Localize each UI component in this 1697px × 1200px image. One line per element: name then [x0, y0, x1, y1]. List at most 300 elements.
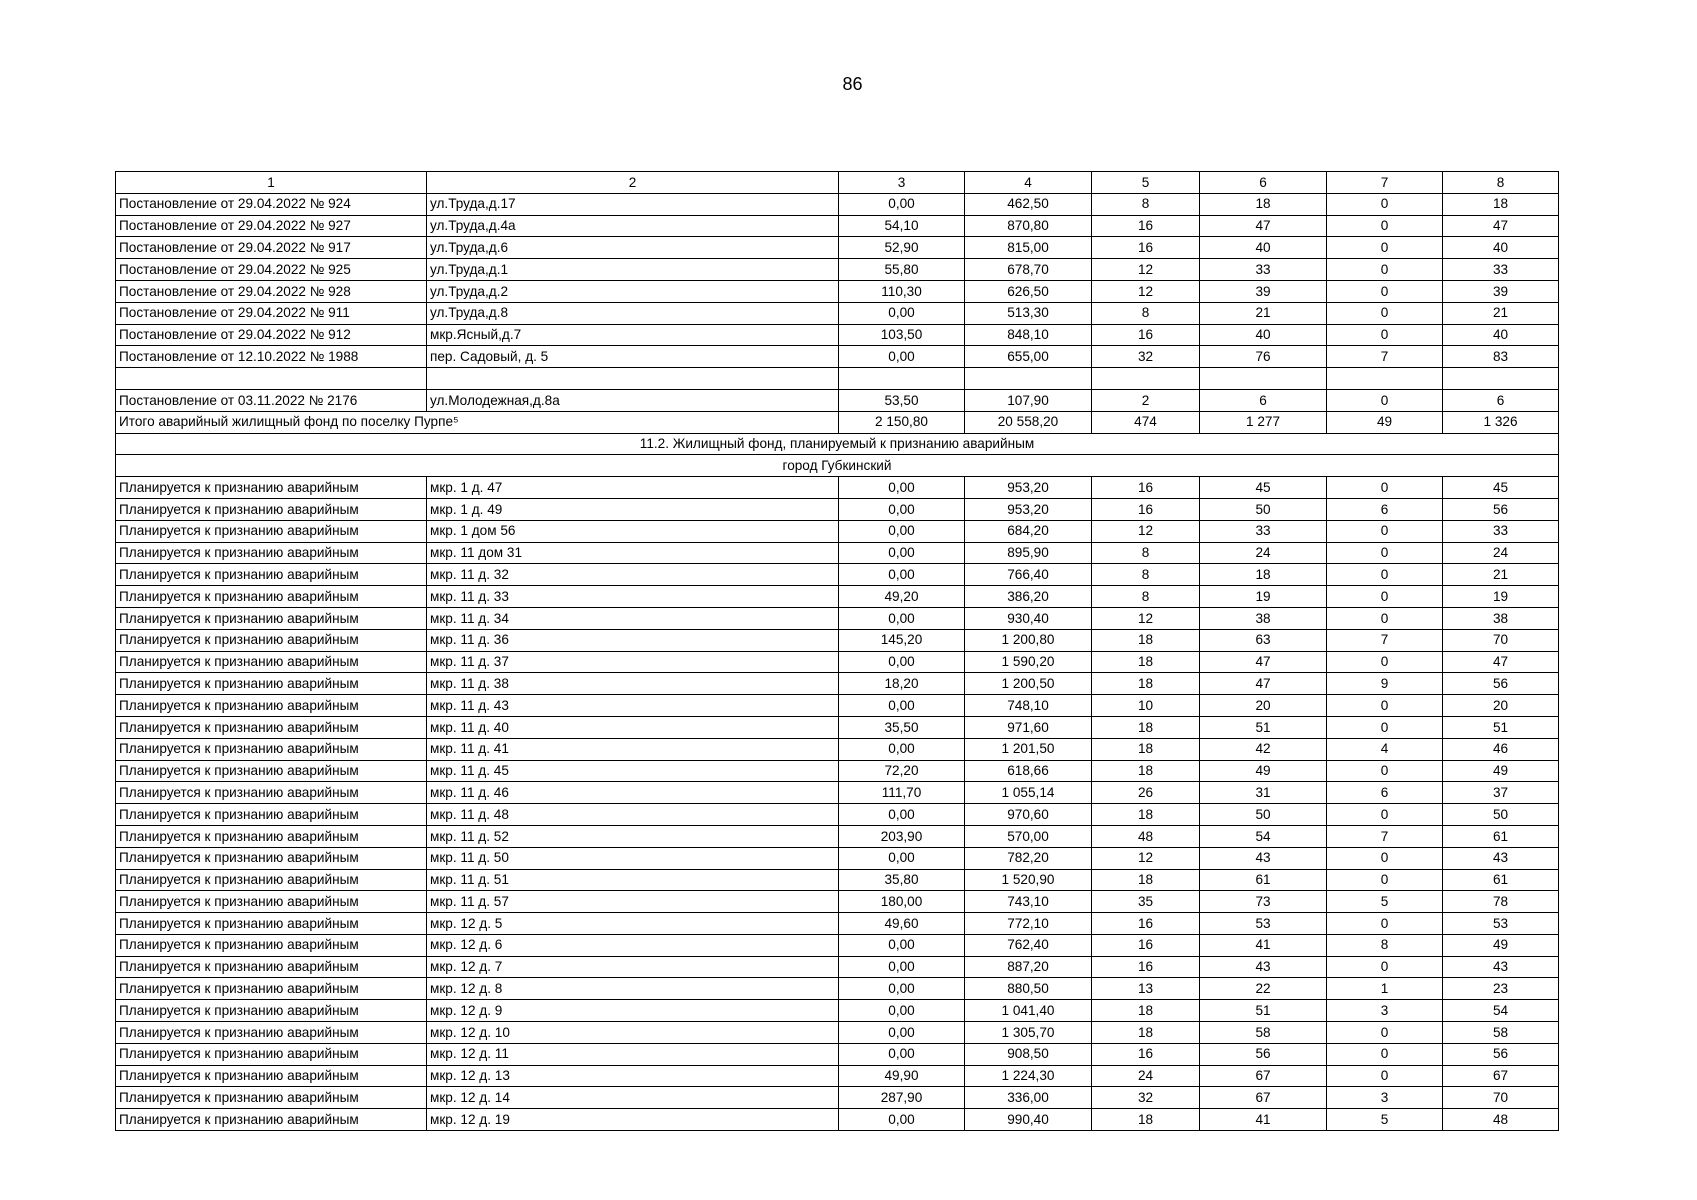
table-cell: 43: [1443, 956, 1559, 978]
table-row: [116, 237, 1559, 259]
table-cell: 0,00: [839, 847, 965, 869]
table-cell: 0: [1327, 564, 1443, 586]
table-row: [116, 259, 1559, 281]
table-cell: 0: [1327, 1043, 1443, 1065]
table-cell: 0,00: [839, 978, 965, 1000]
table-cell: мкр. 11 д. 32: [427, 564, 839, 586]
table-cell: 0: [1327, 542, 1443, 564]
table-cell: Планируется к признанию аварийным: [116, 978, 427, 1000]
table-cell: 24: [1092, 1065, 1200, 1087]
table-cell: мкр. 11 д. 51: [427, 869, 839, 891]
table-cell: 54: [1443, 1000, 1559, 1022]
table-cell: 58: [1443, 1022, 1559, 1044]
table-cell: 748,10: [965, 695, 1092, 717]
table-cell: 4: [1327, 738, 1443, 760]
table-cell: Постановление от 29.04.2022 № 925: [116, 259, 427, 281]
table-cell: 0,00: [839, 1000, 965, 1022]
table-cell: 0: [1327, 695, 1443, 717]
table-cell: 336,00: [965, 1087, 1092, 1109]
table-cell: 56: [1443, 1043, 1559, 1065]
table-cell: 70: [1443, 629, 1559, 651]
table-cell: Планируется к признанию аварийным: [116, 651, 427, 673]
table-cell: 49,20: [839, 586, 965, 608]
table-cell: 51: [1443, 716, 1559, 738]
table-cell: 0: [1327, 847, 1443, 869]
table-cell: 48: [1092, 825, 1200, 847]
subsection-title-row: [116, 455, 1559, 477]
table-row: [116, 695, 1559, 717]
table-cell: 3: [1327, 1087, 1443, 1109]
table-cell: 1 277: [1200, 411, 1327, 433]
table-cell: 8: [1092, 564, 1200, 586]
table-cell: 848,10: [965, 324, 1092, 346]
table-cell: Планируется к признанию аварийным: [116, 1109, 427, 1131]
table-cell: 6: [1327, 498, 1443, 520]
table-cell: Планируется к признанию аварийным: [116, 542, 427, 564]
table-cell: 56: [1443, 673, 1559, 695]
table-cell: 887,20: [965, 956, 1092, 978]
table-cell: 0: [1327, 520, 1443, 542]
table-cell: 40: [1443, 237, 1559, 259]
table-cell: 38: [1200, 607, 1327, 629]
table-row: [116, 825, 1559, 847]
table-cell: мкр. 11 д. 52: [427, 825, 839, 847]
table-cell: ул.Труда,д.17: [427, 193, 839, 215]
table-cell: ул.Молодежная,д.8а: [427, 389, 839, 411]
table-cell: 287,90: [839, 1087, 965, 1109]
table-cell: 12: [1092, 847, 1200, 869]
table-cell: 50: [1443, 804, 1559, 826]
table-cell: 0: [1327, 869, 1443, 891]
table-cell: 20 558,20: [965, 411, 1092, 433]
table-cell: 895,90: [965, 542, 1092, 564]
table-cell: 61: [1443, 825, 1559, 847]
housing-table: [115, 171, 1559, 1131]
table-cell: мкр. 1 д. 49: [427, 498, 839, 520]
table-cell: 49,90: [839, 1065, 965, 1087]
table-cell: 18: [1092, 651, 1200, 673]
table-cell: мкр. 11 д. 36: [427, 629, 839, 651]
table-cell: 43: [1200, 847, 1327, 869]
table-cell: 1 200,50: [965, 673, 1092, 695]
table-cell: 930,40: [965, 607, 1092, 629]
table-row: [116, 978, 1559, 1000]
table-cell: мкр. 12 д. 19: [427, 1109, 839, 1131]
table-cell: 953,20: [965, 498, 1092, 520]
table-cell: 18: [1092, 1022, 1200, 1044]
table-cell: 61: [1200, 869, 1327, 891]
table-cell: 782,20: [965, 847, 1092, 869]
table-cell: 54,10: [839, 215, 965, 237]
table-cell: 0,00: [839, 607, 965, 629]
table-cell: Итого аварийный жилищный фонд по поселку Пурпе⁵: [116, 411, 839, 433]
table-row: [116, 847, 1559, 869]
table-cell: 50: [1200, 804, 1327, 826]
table-cell: 18: [1092, 716, 1200, 738]
table-cell: 21: [1200, 302, 1327, 324]
table-cell: город Губкинский: [116, 455, 1559, 477]
table-header-row: [116, 172, 1559, 194]
table-cell: ул.Труда,д.4а: [427, 215, 839, 237]
table-cell: 12: [1092, 259, 1200, 281]
table-cell: Планируется к признанию аварийным: [116, 738, 427, 760]
table-cell: 16: [1092, 913, 1200, 935]
table-cell: 16: [1092, 1043, 1200, 1065]
table-cell: 0,00: [839, 542, 965, 564]
table-cell: 971,60: [965, 716, 1092, 738]
table-cell: 50: [1200, 498, 1327, 520]
table-cell: Постановление от 29.04.2022 № 911: [116, 302, 427, 324]
table-cell: 47: [1443, 215, 1559, 237]
table-row: [116, 193, 1559, 215]
table-cell: 462,50: [965, 193, 1092, 215]
table-cell: 908,50: [965, 1043, 1092, 1065]
table-cell: 1: [116, 172, 427, 194]
table-cell: 0: [1327, 1022, 1443, 1044]
table-cell: 63: [1200, 629, 1327, 651]
table-cell: 7: [1327, 629, 1443, 651]
table-cell: 2: [1092, 389, 1200, 411]
table-cell: мкр. 12 д. 14: [427, 1087, 839, 1109]
table-cell: Планируется к признанию аварийным: [116, 607, 427, 629]
table-row: [116, 782, 1559, 804]
table-cell: мкр. 12 д. 8: [427, 978, 839, 1000]
table-row: [116, 629, 1559, 651]
table-cell: 8: [1327, 934, 1443, 956]
table-cell: 110,30: [839, 280, 965, 302]
table-row: [116, 520, 1559, 542]
table-cell: 1 201,50: [965, 738, 1092, 760]
table-cell: 474: [1092, 411, 1200, 433]
table-cell: Планируется к признанию аварийным: [116, 804, 427, 826]
table-cell: 0,00: [839, 564, 965, 586]
table-cell: 33: [1443, 259, 1559, 281]
table-cell: Планируется к признанию аварийным: [116, 1000, 427, 1022]
table-cell: 0: [1327, 956, 1443, 978]
table-row: [116, 477, 1559, 499]
table-cell: 0,00: [839, 1043, 965, 1065]
table-row: [116, 934, 1559, 956]
table-row: [116, 368, 1559, 390]
table-cell: 1 590,20: [965, 651, 1092, 673]
table-cell: 0,00: [839, 1022, 965, 1044]
table-cell: Планируется к признанию аварийным: [116, 913, 427, 935]
table-cell: 12: [1092, 607, 1200, 629]
table-cell: мкр. 11 д. 50: [427, 847, 839, 869]
table-row: [116, 1109, 1559, 1131]
table-row: [116, 891, 1559, 913]
table-cell: 16: [1092, 237, 1200, 259]
table-cell: 18: [1200, 193, 1327, 215]
table-cell: Постановление от 29.04.2022 № 917: [116, 237, 427, 259]
table-cell: 41: [1200, 1109, 1327, 1131]
table-cell: Планируется к признанию аварийным: [116, 1022, 427, 1044]
table-cell: мкр. 12 д. 10: [427, 1022, 839, 1044]
table-cell: 46: [1443, 738, 1559, 760]
table-cell: 8: [1092, 586, 1200, 608]
table-cell: Планируется к признанию аварийным: [116, 586, 427, 608]
table-cell: 54: [1200, 825, 1327, 847]
table-cell: 56: [1200, 1043, 1327, 1065]
table-cell: 37: [1443, 782, 1559, 804]
table-row: [116, 1087, 1559, 1109]
table-body: [116, 172, 1559, 1131]
table-cell: Планируется к признанию аварийным: [116, 716, 427, 738]
table-row: [116, 1065, 1559, 1087]
table-cell: 7: [1327, 346, 1443, 368]
table-cell: 18: [1092, 760, 1200, 782]
table-cell: 43: [1443, 847, 1559, 869]
table-cell: 16: [1092, 934, 1200, 956]
table-cell: 570,00: [965, 825, 1092, 847]
table-cell: 24: [1200, 542, 1327, 564]
table-row: [116, 738, 1559, 760]
table-cell: 953,20: [965, 477, 1092, 499]
table-cell: 67: [1200, 1065, 1327, 1087]
table-cell: 8: [1092, 542, 1200, 564]
table-cell: 67: [1443, 1065, 1559, 1087]
table-row: [116, 302, 1559, 324]
table-cell: 24: [1443, 542, 1559, 564]
table-cell: ул.Труда,д.2: [427, 280, 839, 302]
table-cell: 5: [1092, 172, 1200, 194]
table-cell: 18: [1092, 738, 1200, 760]
table-cell: Постановление от 29.04.2022 № 912: [116, 324, 427, 346]
table-cell: Планируется к признанию аварийным: [116, 760, 427, 782]
table-cell: 16: [1092, 956, 1200, 978]
table-cell: [116, 368, 427, 390]
table-cell: 12: [1092, 520, 1200, 542]
table-cell: мкр. 11 дом 31: [427, 542, 839, 564]
table-cell: 31: [1200, 782, 1327, 804]
table-cell: [1200, 368, 1327, 390]
table-cell: 41: [1200, 934, 1327, 956]
table-cell: 13: [1092, 978, 1200, 1000]
table-cell: 180,00: [839, 891, 965, 913]
table-cell: 0,00: [839, 477, 965, 499]
table-cell: 1 041,40: [965, 1000, 1092, 1022]
table-cell: 48: [1443, 1109, 1559, 1131]
table-cell: 970,60: [965, 804, 1092, 826]
table-cell: 42: [1200, 738, 1327, 760]
table-cell: 0: [1327, 913, 1443, 935]
table-cell: пер. Садовый, д. 5: [427, 346, 839, 368]
table-cell: Постановление от 03.11.2022 № 2176: [116, 389, 427, 411]
table-cell: 18: [1092, 804, 1200, 826]
table-cell: 49: [1327, 411, 1443, 433]
table-cell: мкр. 11 д. 40: [427, 716, 839, 738]
table-row: [116, 804, 1559, 826]
table-row: [116, 389, 1559, 411]
table-row: [116, 869, 1559, 891]
table-cell: Планируется к признанию аварийным: [116, 498, 427, 520]
table-cell: 0: [1327, 280, 1443, 302]
table-cell: 0: [1327, 1065, 1443, 1087]
table-row: [116, 498, 1559, 520]
table-cell: 1 200,80: [965, 629, 1092, 651]
table-cell: 772,10: [965, 913, 1092, 935]
table-cell: 5: [1327, 1109, 1443, 1131]
table-cell: мкр. 11 д. 46: [427, 782, 839, 804]
table-cell: [839, 368, 965, 390]
table-row: [116, 1043, 1559, 1065]
table-cell: [1443, 368, 1559, 390]
table-cell: 47: [1200, 651, 1327, 673]
table-cell: 2: [427, 172, 839, 194]
table-cell: 0,00: [839, 695, 965, 717]
table-cell: 56: [1443, 498, 1559, 520]
table-cell: ул.Труда,д.1: [427, 259, 839, 281]
table-cell: Планируется к признанию аварийным: [116, 564, 427, 586]
table-cell: 0: [1327, 215, 1443, 237]
table-cell: Постановление от 29.04.2022 № 928: [116, 280, 427, 302]
table-cell: 6: [1443, 389, 1559, 411]
table-cell: 8: [1092, 193, 1200, 215]
table-cell: Постановление от 29.04.2022 № 924: [116, 193, 427, 215]
table-cell: 4: [965, 172, 1092, 194]
table-cell: 33: [1200, 520, 1327, 542]
table-cell: 32: [1092, 1087, 1200, 1109]
total-row: [116, 411, 1559, 433]
table-cell: 145,20: [839, 629, 965, 651]
table-cell: мкр. 11 д. 34: [427, 607, 839, 629]
table-cell: мкр. 12 д. 7: [427, 956, 839, 978]
table-cell: 10: [1092, 695, 1200, 717]
table-cell: [1092, 368, 1200, 390]
table-cell: 6: [1200, 172, 1327, 194]
table-cell: 0: [1327, 586, 1443, 608]
table-cell: 766,40: [965, 564, 1092, 586]
table-cell: 6: [1200, 389, 1327, 411]
table-cell: 815,00: [965, 237, 1092, 259]
table-cell: 513,30: [965, 302, 1092, 324]
page-number: 86: [842, 74, 863, 94]
table-cell: Планируется к признанию аварийным: [116, 520, 427, 542]
table-cell: 762,40: [965, 934, 1092, 956]
table-cell: 990,40: [965, 1109, 1092, 1131]
table-cell: 76: [1200, 346, 1327, 368]
table-cell: 678,70: [965, 259, 1092, 281]
table-cell: Планируется к признанию аварийным: [116, 629, 427, 651]
table-cell: 1 326: [1443, 411, 1559, 433]
table-cell: 26: [1092, 782, 1200, 804]
table-cell: мкр. 11 д. 48: [427, 804, 839, 826]
table-cell: Планируется к признанию аварийным: [116, 477, 427, 499]
table-cell: 35,80: [839, 869, 965, 891]
table-cell: 39: [1200, 280, 1327, 302]
table-cell: Планируется к признанию аварийным: [116, 891, 427, 913]
table-row: [116, 280, 1559, 302]
table-cell: 21: [1443, 302, 1559, 324]
table-row: [116, 673, 1559, 695]
table-cell: 0: [1327, 716, 1443, 738]
table-cell: 18: [1092, 1109, 1200, 1131]
table-cell: мкр. 12 д. 11: [427, 1043, 839, 1065]
table-cell: 0,00: [839, 302, 965, 324]
table-cell: Постановление от 12.10.2022 № 1988: [116, 346, 427, 368]
table-cell: 35: [1092, 891, 1200, 913]
table-cell: 47: [1443, 651, 1559, 673]
table-cell: 0,00: [839, 520, 965, 542]
table-row: [116, 215, 1559, 237]
table-cell: 40: [1443, 324, 1559, 346]
table-cell: 0: [1327, 760, 1443, 782]
table-cell: Планируется к признанию аварийным: [116, 695, 427, 717]
table-cell: 32: [1092, 346, 1200, 368]
table-cell: Планируется к признанию аварийным: [116, 673, 427, 695]
table-cell: 8: [1443, 172, 1559, 194]
table-cell: мкр. 11 д. 37: [427, 651, 839, 673]
table-cell: 39: [1443, 280, 1559, 302]
table-cell: Планируется к признанию аварийным: [116, 1043, 427, 1065]
table-cell: 386,20: [965, 586, 1092, 608]
table-cell: 83: [1443, 346, 1559, 368]
table-cell: 22: [1200, 978, 1327, 1000]
table-cell: 7: [1327, 172, 1443, 194]
table-cell: Постановление от 29.04.2022 № 927: [116, 215, 427, 237]
table-cell: 53: [1443, 913, 1559, 935]
table-cell: 35,50: [839, 716, 965, 738]
table-cell: Планируется к признанию аварийным: [116, 782, 427, 804]
table-cell: 16: [1092, 324, 1200, 346]
table-cell: мкр. 12 д. 5: [427, 913, 839, 935]
table-cell: мкр. 1 дом 56: [427, 520, 839, 542]
table-cell: 1 520,90: [965, 869, 1092, 891]
table-cell: 72,20: [839, 760, 965, 782]
table-cell: 70: [1443, 1087, 1559, 1109]
table-cell: 16: [1092, 477, 1200, 499]
table-cell: 33: [1200, 259, 1327, 281]
table-cell: 55,80: [839, 259, 965, 281]
table-cell: мкр. 11 д. 38: [427, 673, 839, 695]
table-cell: 1: [1327, 978, 1443, 1000]
table-cell: 0,00: [839, 956, 965, 978]
table-cell: 73: [1200, 891, 1327, 913]
table-cell: 684,20: [965, 520, 1092, 542]
table-cell: 0: [1327, 651, 1443, 673]
table-cell: 11.2. Жилищный фонд, планируемый к признанию аварийным: [116, 433, 1559, 455]
table-cell: 43: [1200, 956, 1327, 978]
table-cell: [427, 368, 839, 390]
table-cell: 103,50: [839, 324, 965, 346]
table-cell: 0: [1327, 477, 1443, 499]
table-cell: 655,00: [965, 346, 1092, 368]
table-cell: 0: [1327, 237, 1443, 259]
table-cell: 0,00: [839, 346, 965, 368]
table-cell: 2 150,80: [839, 411, 965, 433]
table-cell: мкр. 12 д. 6: [427, 934, 839, 956]
table-cell: 7: [1327, 825, 1443, 847]
table-cell: 16: [1092, 215, 1200, 237]
table-cell: Планируется к признанию аварийным: [116, 847, 427, 869]
table-row: [116, 564, 1559, 586]
table-cell: 40: [1200, 324, 1327, 346]
table-cell: 0,00: [839, 738, 965, 760]
table-cell: 0,00: [839, 934, 965, 956]
table-cell: 51: [1200, 716, 1327, 738]
table-cell: 78: [1443, 891, 1559, 913]
table-cell: 0: [1327, 302, 1443, 324]
table-cell: 0,00: [839, 193, 965, 215]
table-cell: 61: [1443, 869, 1559, 891]
table-row: [116, 1022, 1559, 1044]
table-row: [116, 956, 1559, 978]
table-cell: 203,90: [839, 825, 965, 847]
table-cell: 626,50: [965, 280, 1092, 302]
table-cell: 49: [1443, 934, 1559, 956]
table-cell: 45: [1200, 477, 1327, 499]
table-row: [116, 1000, 1559, 1022]
